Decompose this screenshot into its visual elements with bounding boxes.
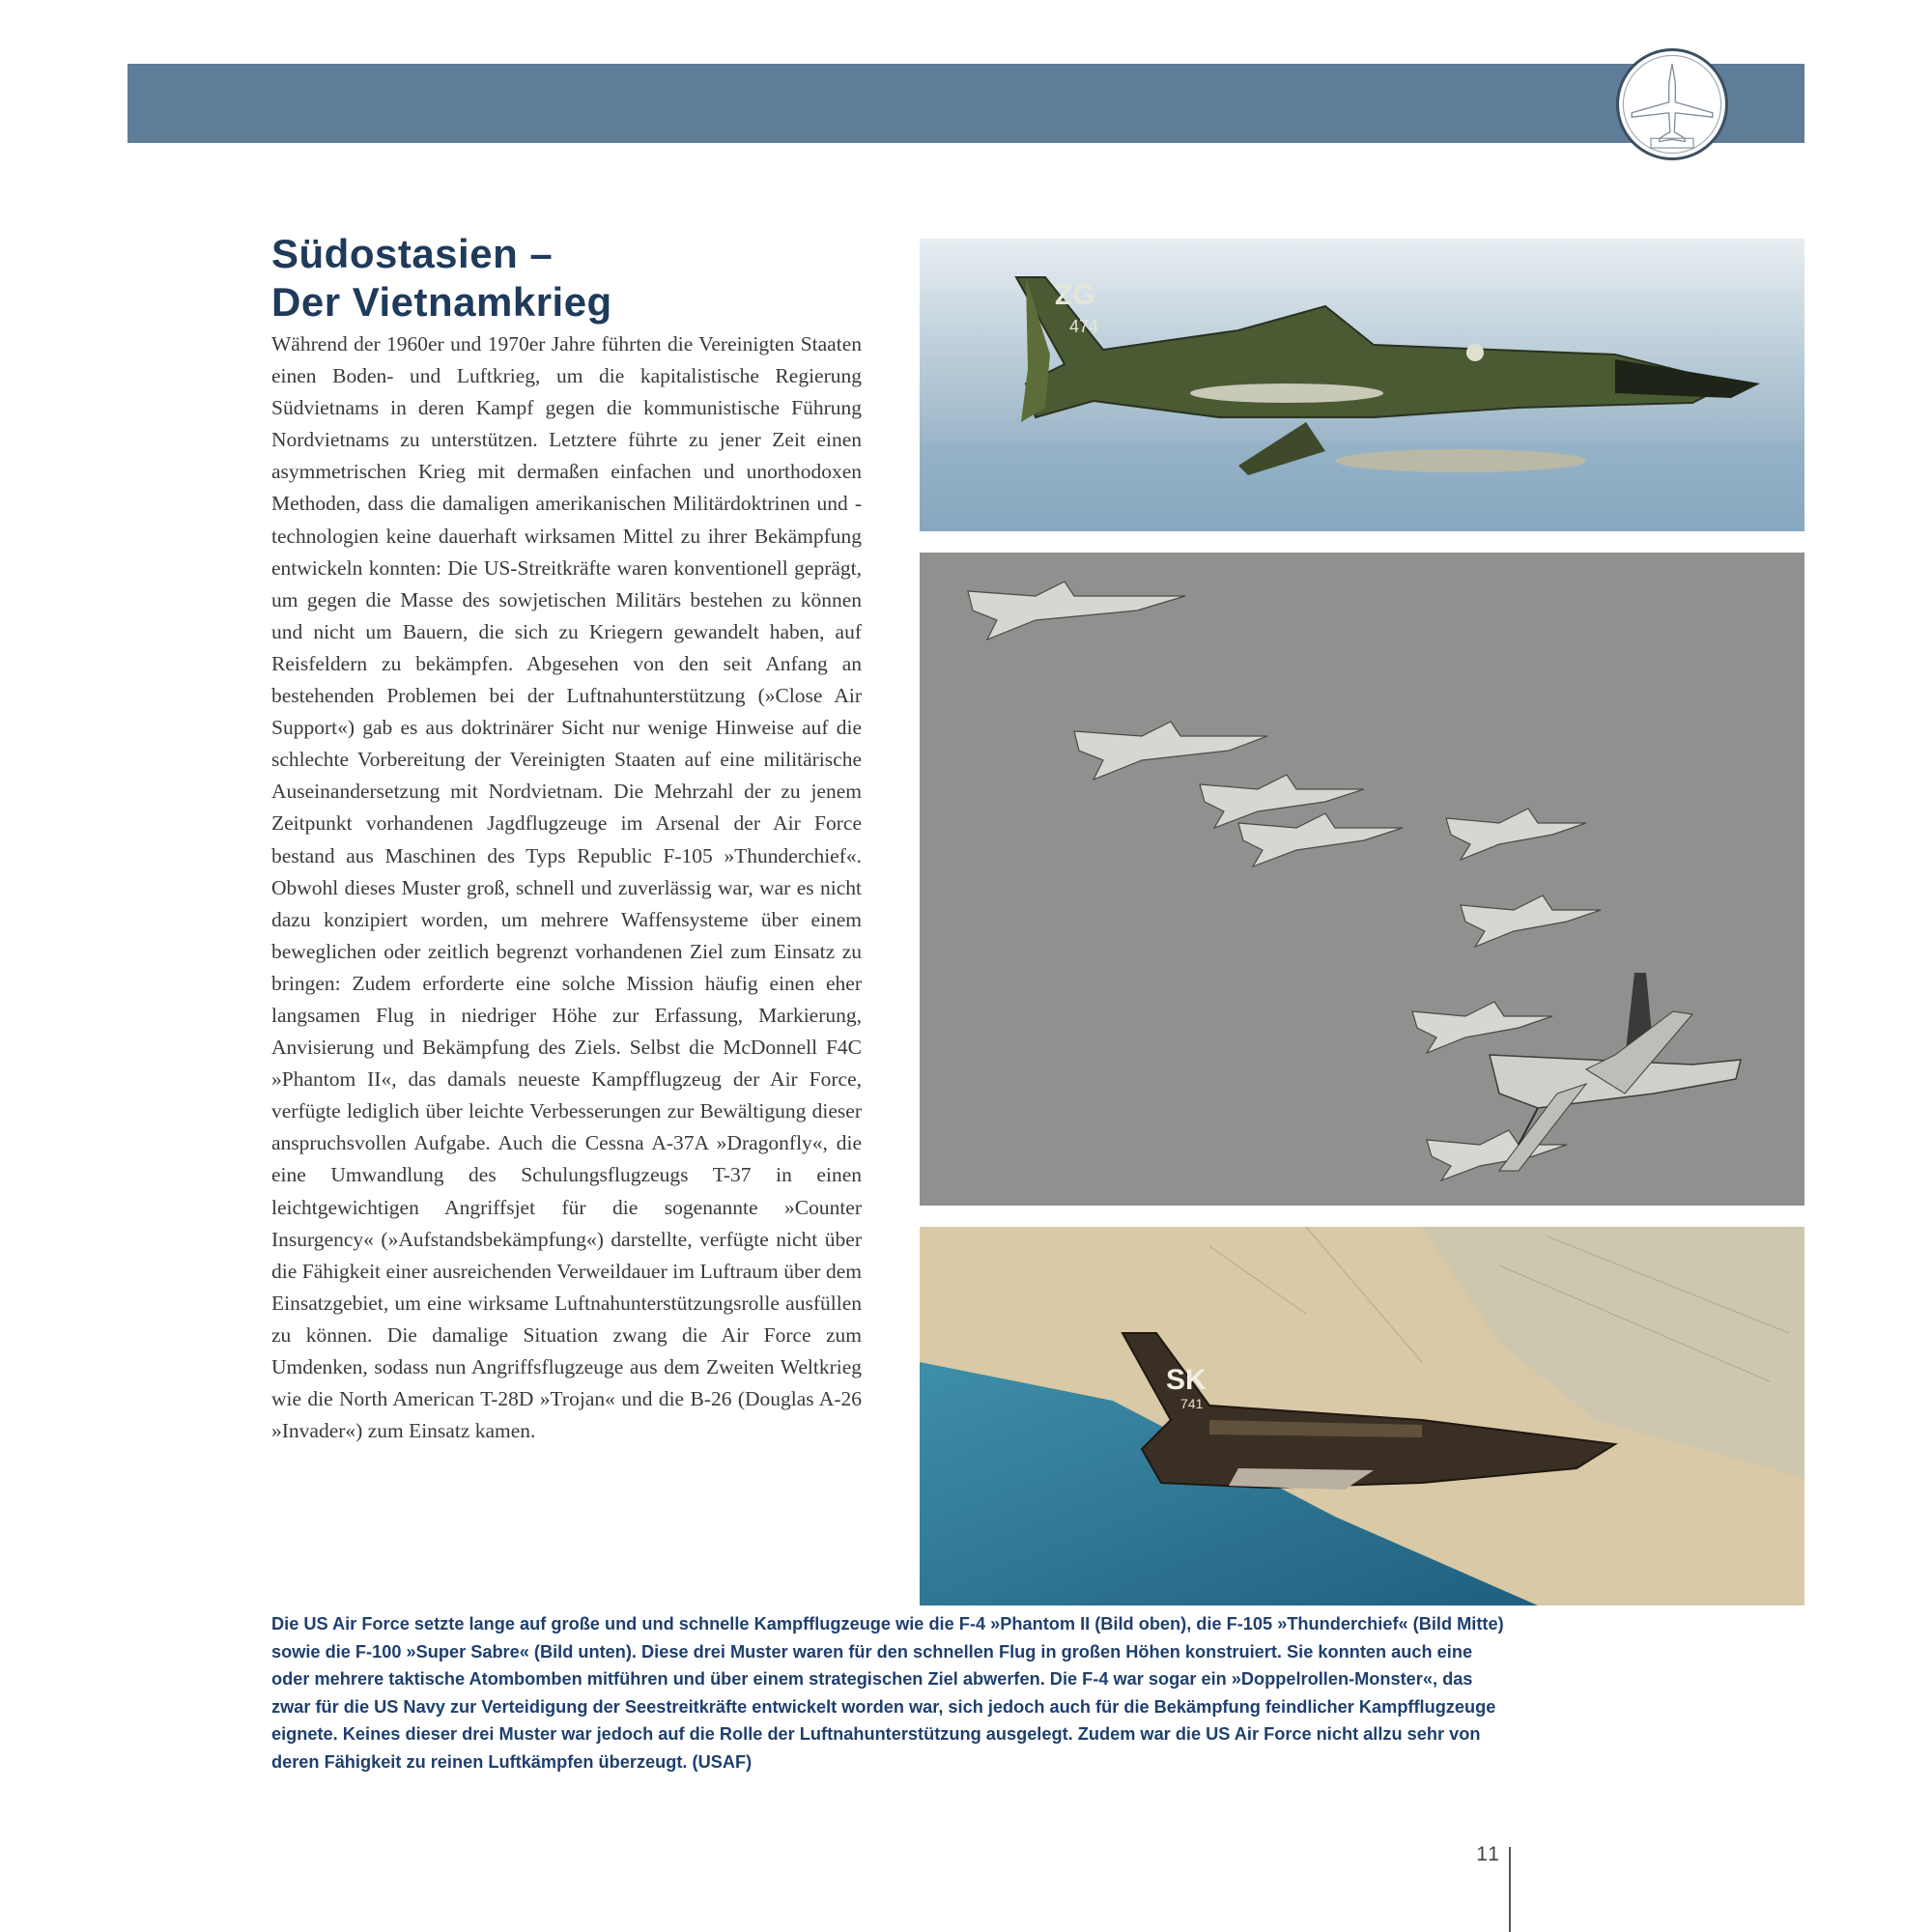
page-number-rule bbox=[1509, 1847, 1511, 1932]
header-bar bbox=[128, 64, 1804, 143]
title-line-2: Der Vietnamkrieg bbox=[271, 279, 612, 325]
photo-top-serial: 474 bbox=[1069, 317, 1099, 336]
photo-bottom-serial: 741 bbox=[1180, 1396, 1204, 1411]
title-line-1: Südostasien – bbox=[271, 231, 554, 276]
photo-caption: Die US Air Force setzte lange auf große und und schnelle Kampfflugzeuge wie die F-4 »Phantom II (Bild oben), die F-105 »Thunderchief« (Bild Mitte) sowie die F-100 »Super Sabre« (Bild unten). Diese drei Muster waren für den schnellen Flug in großen Höhen konstruiert. Sie konnten auch eine oder mehrere taktische Atombomben mitführen und über einem strategischen Ziel abwerfen. Die F-4 war sogar ein »Doppelrollen-Monster«, das zwar für die US Navy zur Verteidigung der Seestreitkräfte entwickelt worden war, sich jedoch auch für die Bekämpfung feindlicher Kampfflugzeuge eignete. Keines dieser drei Muster war jedoch auf die Rolle der Luftnahunterstützung ausgelegt. Zudem war die US Air Force nicht allzu sehr von deren Fähigkeit zu reinen Luftkämpfen überzeugt. (USAF) bbox=[271, 1614, 1504, 1772]
body-text: Während der 1960er und 1970er Jahre führten die Vereinigten Staaten einen Boden- und Luftkrieg, um die kapitalistische Regierung Südvietnams in deren Kampf gegen die kommunistische Führung Nordvietnams zu unterstützen. Letztere führte zu jener Zeit einen asymmetrischen Krieg mit dermaßen einfachen und unorthodoxen Methoden, dass die damaligen amerikanischen Militärdoktrinen und -technologien keine dauerhaft wirksamen Mittel zu ihrer Bekämpfung entwickeln konnten: Die US-Streitkräfte waren konventionell geprägt, um gegen die Masse des sowjetischen Militärs bestehen zu können und nicht um Bauern, die sich zu Kriegern gewandelt haben, auf Reisfeldern zu bekämpfen. Abgesehen von den seit Anfang an bestehenden Problemen bei der Luftnahunterstützung (»Close Air Support«) gab es aus doktrinärer Sicht nur wenige Hinweise auf die schlechte Vorbereitung der Vereinigten Staaten auf eine militärische Auseinandersetzung mit Nordvietnam. Die Mehrzahl der zu jenem Zeitpunkt vorhandenen Jagdflugzeuge im Arsenal der Air Force bestand aus Maschinen des Typs Republic F-105 »Thunderchief«. Obwohl dieses Muster groß, schnell und zuverlässig war, war es nicht dazu konzipiert worden, um mehrere Waffensysteme über einem beweglichen oder zeitlich begrenzt vorhandenen Ziel zum Einsatz zu bringen: Zudem erforderte eine solche Mission häufig einen eher langsamen Flug in niedriger Höhe zur Erfassung, Markierung, Anvisierung und Bekämpfung des Ziels. Selbst die McDonnell F4C »Phantom II«, das damals neueste Kampfflugzeug der Air Force, verfügte lediglich über leichte Verbesserungen zur Bewältigung dieser anspruchsvollen Aufgabe. Auch die Cessna A-37A »Dragonfly«, die eine Umwandlung des Schulungsflugzeugs T-37 in einen leichtgewichtigen Angriffsjet für die sogenannte »Counter Insurgency« (»Aufstandsbekämpfung«) darstellte, verfügte nicht über die Fähigkeit einer ausreichenden Verweildauer im Luftraum über dem Einsatzgebiet, um eine wirksame Luftnahunterstützungsrolle ausfüllen zu können. Die damalige Situation zwang die Air Force zum Umdenken, sodass nun Angriffsflugzeuge aus dem Zweiten Weltkrieg wie die North American T-28D »Trojan« und die B-26 (Douglas A-26 »Invader«) zum Einsatz kamen. bbox=[271, 332, 862, 1443]
page-title bbox=[271, 230, 870, 327]
aircraft-emblem-icon bbox=[1616, 48, 1728, 160]
photo-f100-super-sabre bbox=[920, 1227, 1804, 1605]
photo-f105-formation bbox=[920, 553, 1804, 1206]
photo-f4-phantom bbox=[920, 239, 1804, 531]
photo-top-tail-code: ZG bbox=[1055, 279, 1095, 311]
photo-bottom-tail-code: SK bbox=[1166, 1364, 1207, 1396]
page-number: 11 bbox=[1476, 1843, 1501, 1865]
